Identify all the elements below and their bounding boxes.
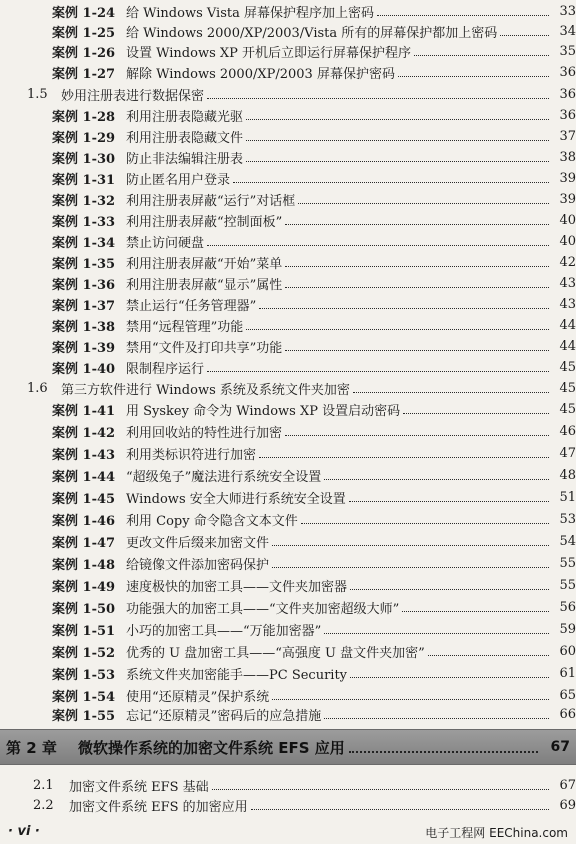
dot-leader: [246, 140, 549, 141]
entry-number: 案例 1-47: [52, 535, 116, 551]
toc-entry: [0, 596, 576, 618]
toc-entry: [0, 640, 576, 662]
toc-entry: [0, 662, 576, 684]
entry-number: 案例 1-33: [52, 214, 116, 230]
entry-title: 小巧的加密工具——“万能加密器”: [126, 623, 322, 639]
dot-leader: [285, 287, 549, 288]
dot-leader: [349, 501, 549, 502]
entry-title: 更改文件后缀来加密文件: [126, 535, 270, 551]
entry-page: 47: [559, 445, 576, 461]
dot-leader: [414, 55, 549, 56]
dot-leader: [298, 203, 549, 204]
chapter-number: 第 2 章: [6, 738, 57, 757]
toc-entry: [0, 574, 576, 596]
entry-title: 优秀的 U 盘加密工具——“高强度 U 盘文件夹加密”: [126, 645, 425, 661]
entry-page: 60: [559, 643, 576, 659]
entry-title: 解除 Windows 2000/XP/2003 屏幕保护密码: [126, 66, 395, 82]
section-number: 1.6: [27, 380, 48, 396]
section-title: 加密文件系统 EFS 基础: [69, 779, 209, 795]
entry-number: 案例 1-30: [52, 151, 116, 167]
toc-entry: [0, 40, 576, 62]
entry-page: 61: [559, 665, 576, 681]
dot-leader: [251, 809, 549, 810]
entry-title: 限制程序运行: [126, 361, 205, 377]
entry-number: 案例 1-31: [52, 172, 116, 188]
entry-title: 利用注册表隐藏文件: [126, 130, 244, 146]
dot-leader: [500, 35, 549, 36]
entry-page: 46: [559, 423, 576, 439]
entry-number: 案例 1-42: [52, 425, 116, 441]
entry-title: 利用 Copy 命令隐含文本文件: [126, 513, 298, 529]
dot-leader: [353, 392, 549, 393]
section-page: 69: [559, 797, 576, 813]
section-page: 67: [559, 777, 576, 793]
entry-number: 案例 1-48: [52, 557, 116, 573]
entry-title: 禁止运行“任务管理器”: [126, 298, 257, 314]
section-number: 2.2: [33, 797, 54, 813]
entry-page: 38: [559, 149, 576, 165]
dot-leader: [207, 245, 549, 246]
toc-entry: [0, 703, 576, 725]
toc-entry: [0, 618, 576, 640]
dot-leader: [285, 350, 549, 351]
dot-leader: [377, 15, 549, 16]
entry-title: 用 Syskey 命令为 Windows XP 设置启动密码: [126, 403, 401, 419]
toc-entry: [0, 104, 576, 126]
entry-number: 案例 1-29: [52, 130, 116, 146]
toc-section-2-2: [0, 794, 576, 816]
entry-number: 案例 1-55: [52, 708, 116, 724]
entry-title: 禁止访问硬盘: [126, 235, 205, 251]
section-page: 36: [559, 86, 576, 102]
entry-number: 案例 1-52: [52, 645, 116, 661]
entry-page: 33: [559, 3, 576, 19]
toc-entry: [0, 508, 576, 530]
entry-page: 56: [559, 599, 576, 615]
entry-number: 案例 1-26: [52, 45, 116, 61]
entry-page: 37: [559, 128, 576, 144]
entry-number: 案例 1-39: [52, 340, 116, 356]
entry-page: 59: [559, 621, 576, 637]
entry-title: 速度极快的加密工具——文件夹加密器: [126, 579, 348, 595]
entry-page: 40: [559, 233, 576, 249]
toc-entry: [0, 335, 576, 357]
entry-title: Windows 安全大师进行系统安全设置: [126, 491, 346, 507]
dot-leader: [259, 457, 549, 458]
entry-title: 给镜像文件添加密码保护: [126, 557, 270, 573]
entry-page: 65: [559, 687, 576, 703]
entry-title: 防止非法编辑注册表: [126, 151, 244, 167]
dot-leader: [259, 308, 549, 309]
toc-entry: [0, 272, 576, 294]
entry-title: 利用回收站的特性进行加密: [126, 425, 283, 441]
section-page: 45: [559, 380, 576, 396]
section-number: 1.5: [27, 86, 48, 102]
entry-page: 54: [559, 533, 576, 549]
toc-entry: [0, 251, 576, 273]
entry-number: 案例 1-46: [52, 513, 116, 529]
dot-leader: [350, 589, 549, 590]
toc-entry: [0, 146, 576, 168]
toc-entry: [0, 486, 576, 508]
toc-entry: [0, 209, 576, 231]
entry-page: 44: [559, 338, 576, 354]
entry-page: 36: [559, 64, 576, 80]
dot-leader: [246, 329, 549, 330]
section-number: 2.1: [33, 777, 54, 793]
entry-page: 34: [559, 23, 576, 39]
entry-page: 39: [559, 170, 576, 186]
entry-page: 66: [559, 706, 576, 722]
section-title: 妙用注册表进行数据保密: [61, 88, 205, 104]
entry-page: 43: [559, 296, 576, 312]
dot-leader: [272, 699, 549, 700]
dot-leader: [272, 567, 549, 568]
entry-title: 给 Windows Vista 屏幕保护程序加上密码: [126, 5, 374, 21]
entry-number: 案例 1-41: [52, 403, 116, 419]
dot-leader: [403, 413, 549, 414]
page-number: · vi ·: [8, 824, 40, 839]
toc-entry: [0, 420, 576, 442]
entry-page: 43: [559, 275, 576, 291]
toc-entry: [0, 188, 576, 210]
toc-entry: [0, 61, 576, 83]
entry-title: 给 Windows 2000/XP/2003/Vista 所有的屏幕保护都加上密码: [126, 25, 498, 41]
section-title: 加密文件系统 EFS 的加密应用: [69, 799, 248, 815]
entry-title: 禁用“文件及打印共享”功能: [126, 340, 283, 356]
entry-number: 案例 1-43: [52, 447, 116, 463]
entry-number: 案例 1-34: [52, 235, 116, 251]
entry-title: 防止匿名用户登录: [126, 172, 231, 188]
entry-page: 53: [559, 511, 576, 527]
entry-number: 案例 1-32: [52, 193, 116, 209]
entry-page: 51: [559, 489, 576, 505]
entry-number: 案例 1-36: [52, 277, 116, 293]
dot-leader: [349, 751, 538, 753]
dot-leader: [398, 76, 549, 77]
entry-title: 禁用“远程管理”功能: [126, 319, 244, 335]
toc-entry: [0, 230, 576, 252]
entry-page: 36: [559, 107, 576, 123]
entry-number: 案例 1-45: [52, 491, 116, 507]
entry-title: 使用“还原精灵”保护系统: [126, 689, 270, 705]
entry-number: 案例 1-28: [52, 109, 116, 125]
entry-number: 案例 1-35: [52, 256, 116, 272]
entry-title: 利用类标识符进行加密: [126, 447, 257, 463]
entry-number: 案例 1-25: [52, 25, 116, 41]
toc-entry: [0, 20, 576, 42]
dot-leader: [246, 119, 549, 120]
chapter-page: 67: [550, 739, 570, 755]
entry-title: 利用注册表屏蔽“运行”对话框: [126, 193, 296, 209]
entry-page: 55: [559, 555, 576, 571]
entry-page: 48: [559, 467, 576, 483]
section-title: 第三方软件进行 Windows 系统及系统文件夹加密: [61, 382, 350, 398]
dot-leader: [207, 98, 549, 99]
toc-entry: [0, 464, 576, 486]
toc-entry: [0, 356, 576, 378]
entry-page: 39: [559, 191, 576, 207]
dot-leader: [285, 266, 549, 267]
dot-leader: [301, 523, 549, 524]
entry-title: 设置 Windows XP 开机后立即运行屏幕保护程序: [126, 45, 412, 61]
entry-page: 55: [559, 577, 576, 593]
dot-leader: [233, 182, 549, 183]
toc-entry: [0, 167, 576, 189]
dot-leader: [272, 545, 549, 546]
entry-page: 40: [559, 212, 576, 228]
entry-title: 利用注册表屏蔽“开始”菜单: [126, 256, 283, 272]
dot-leader: [350, 677, 549, 678]
toc-entry: [0, 530, 576, 552]
toc-entry: [0, 442, 576, 464]
dot-leader: [246, 161, 549, 162]
entry-number: 案例 1-24: [52, 5, 116, 21]
entry-number: 案例 1-50: [52, 601, 116, 617]
dot-leader: [212, 789, 549, 790]
entry-title: 利用注册表隐藏光驱: [126, 109, 244, 125]
dot-leader: [428, 655, 549, 656]
dot-leader: [207, 371, 549, 372]
entry-page: 44: [559, 317, 576, 333]
entry-title: 系统文件夹加密能手——PC Security: [126, 667, 348, 683]
chapter-title: 微软操作系统的加密文件系统 EFS 应用: [78, 738, 345, 757]
dot-leader: [324, 633, 549, 634]
toc-entry: [0, 398, 576, 420]
toc-entry: [0, 552, 576, 574]
entry-number: 案例 1-54: [52, 689, 116, 705]
entry-number: 案例 1-27: [52, 66, 116, 82]
entry-number: 案例 1-49: [52, 579, 116, 595]
dot-leader: [402, 611, 549, 612]
entry-number: 案例 1-40: [52, 361, 116, 377]
dot-leader: [324, 718, 549, 719]
entry-page: 45: [559, 401, 576, 417]
entry-title: 利用注册表屏蔽“控制面板”: [126, 214, 283, 230]
toc-section-2-1: [0, 774, 576, 796]
toc-entry: [0, 293, 576, 315]
entry-number: 案例 1-53: [52, 667, 116, 683]
entry-number: 案例 1-51: [52, 623, 116, 639]
dot-leader: [324, 479, 549, 480]
toc-section-1-6: [0, 377, 576, 399]
entry-page: 42: [559, 254, 576, 270]
entry-title: 利用注册表屏蔽“显示”属性: [126, 277, 283, 293]
entry-page: 45: [559, 359, 576, 375]
entry-title: 忘记“还原精灵”密码后的应急措施: [126, 708, 322, 724]
entry-title: “超级兔子”魔法进行系统安全设置: [126, 469, 322, 485]
toc-entry: [0, 125, 576, 147]
entry-title: 功能强大的加密工具——“文件夹加密超级大师”: [126, 601, 400, 617]
toc-entry: [0, 0, 576, 22]
dot-leader: [285, 224, 549, 225]
toc-entry: [0, 314, 576, 336]
watermark-text: 电子工程网 EEChina.com: [425, 826, 568, 840]
entry-page: 35: [559, 43, 576, 59]
toc-section-1-5: [0, 83, 576, 105]
entry-number: 案例 1-44: [52, 469, 116, 485]
chapter-heading: [0, 729, 576, 765]
entry-number: 案例 1-37: [52, 298, 116, 314]
dot-leader: [285, 435, 549, 436]
entry-number: 案例 1-38: [52, 319, 116, 335]
